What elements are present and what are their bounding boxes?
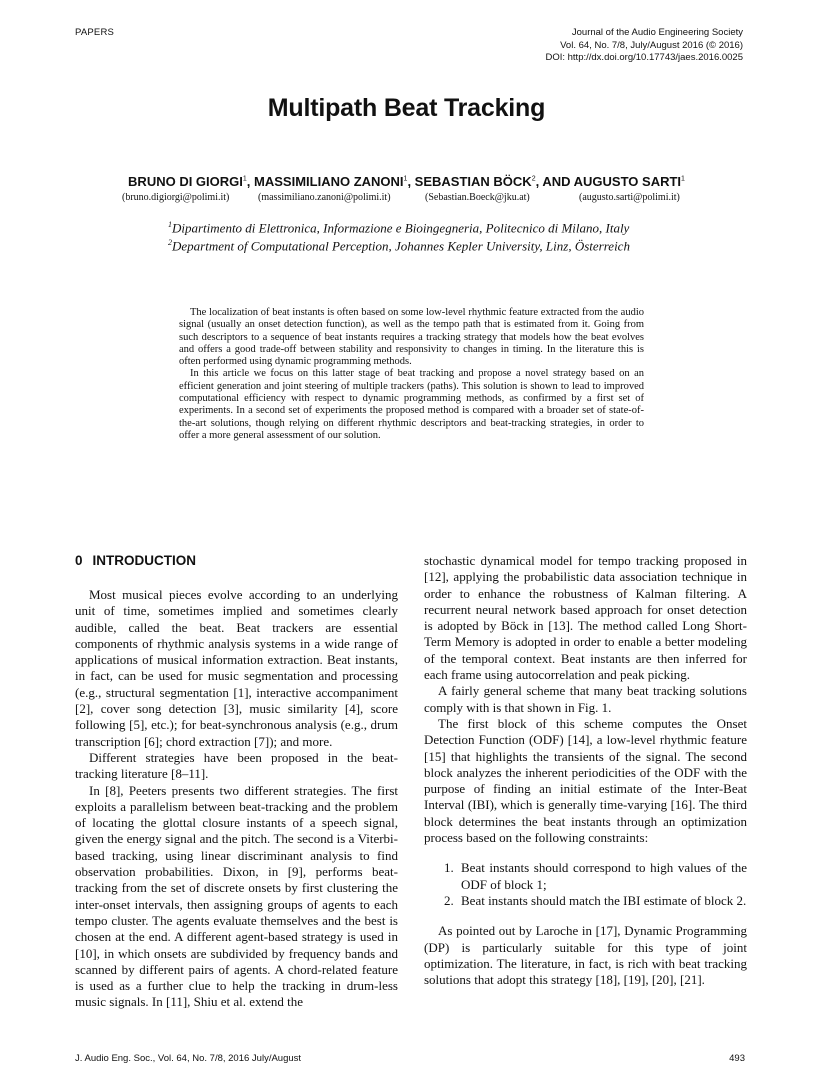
author-affil-mark: 1 [681,175,685,183]
page-number: 493 [729,1053,745,1064]
affiliation-mark: 2 [168,238,172,247]
body-paragraph: As pointed out by Laroche in [17], Dynamic Programming (DP) is particularly suitable for this type of joint optimization. The literature, in fact, is rich with beat tracking solutions that adopt this strategy [18], [19], [20], [21]. [424,923,747,988]
author-email: (augusto.sarti@polimi.it) [579,192,680,203]
author-list [0,174,813,189]
author-email: (Sebastian.Boeck@jku.at) [425,192,530,203]
author-email: (bruno.digiorgi@polimi.it) [122,192,230,203]
journal-doi: DOI: http://dx.doi.org/10.17743/jaes.2016.0025 [545,52,743,63]
body-paragraph: The first block of this scheme computes the Onset Detection Function (ODF) [14], a low-level rhythmic feature [15] that highlights the transients of the signal. The second block analyzes the inherent periodicities of the ODF with the purpose of finding an initial estimate of the Inter-Beat Interval (IBI), which is generally time-varying [16]. The third block determines the beat instants through an optimization process based on the following constraints: [424,715,747,846]
body-paragraph: A fairly general scheme that many beat tracking solutions comply with is that shown in Fig. 1. [424,683,747,715]
author-affil-mark: 1 [403,175,408,183]
constraint-list [424,860,747,909]
body-paragraph: Different strategies have been proposed in the beat-tracking literature [8–11]. [75,749,398,782]
list-number: 1. [444,860,454,876]
author-affil-mark: 2 [531,175,536,183]
body-paragraph: In [8], Peeters presents two different strategies. The first exploits a parallelism between beat-tracking and the problem of locating the glottal closure instants of a speech signal, given the energy signal and the pitch. The second is a Viterbi-based tracking, using linear discriminant analysis to find observation probabilities. Dixon, in [9], performs beat-tracking from the set of discrete onsets by first clustering the inter-onset intervals, then assigning groups of agents to each tempo cluster. The agents evaluate themselves and the best is chosen at the end. A different agent-based strategy is used in [10], in which onsets are subdivided by frequency bands and scanned by different pairs of agents. A chord-related feature is used as a further clue to help the tracking in drum-less music signals. In [11], Shiu et al. extend the [75,782,398,1010]
journal-volume: Vol. 64, No. 7/8, July/August 2016 (© 2016) [560,39,743,51]
author-affil-mark: 1 [242,175,247,183]
abstract [179,307,644,442]
list-text: Beat instants should correspond to high values of the ODF of block 1; [461,860,747,892]
abstract-paragraph: The localization of beat instants is often based on some low-level rhythmic feature extracted from the audio signal (usually an onset detection function), as well as the tempo path that is estimated from it. Going from such descriptors to a sequence of beat instants requires a tracking strategy that models how the beat evolves and offers a good trade-off between stability and responsivity to changes in timing. In the literature this is often performed using dynamic programming methods. [179,307,644,368]
abstract-paragraph: In this article we focus on this latter stage of beat tracking and propose a novel strategy based on an efficient generation and joint steering of multiple trackers (paths). This solution is shown to lead to improved computational efficiency with respect to dynamic programming methods, as confirmed by a first set of experiments. In a second set of experiments the proposed method is compared with a broader set of state-of-the-art solutions, though relying on different rhythmic descriptors and beat-tracking strategies, in order to offer a more general assessment of our solution. [179,368,644,441]
affiliation-text: Dipartimento di Elettronica, Informazione e Bioingegneria, Politecnico di Milano, Italy [172,220,630,236]
footer-citation: J. Audio Eng. Soc., Vol. 64, No. 7/8, 2016 July/August [75,1053,302,1064]
author-separator: , [407,174,415,189]
journal-name: Journal of the Audio Engineering Society [571,27,743,38]
running-header-journal [545,27,743,65]
body-column-right [424,553,747,988]
author-name: BRUNO DI GIORGI [128,174,243,189]
running-header-section: PAPERS [75,27,115,38]
section-title: INTRODUCTION [92,553,197,568]
paper-title: Multipath Beat Tracking [267,94,546,122]
affiliation-1 [168,220,629,236]
author-name: SEBASTIAN BÖCK [414,174,532,189]
author-separator: , [246,174,255,189]
author-name: MASSIMILIANO ZANONI [254,174,404,189]
section-number: 0 [75,553,83,568]
body-paragraph: Most musical pieces evolve according to an underlying unit of time, sometimes implied and sometimes clearly audible, called the beat. Beat trackers are essential components of rhythmic analysis systems in a wide range of applications of musical information extraction. Beat instants, in fact, can be used for music segmentation and processing (e.g., structural segmentation [1], interactive accompaniment [2], cover song detection [3], music similarity [4], score following [5], etc.); for beat-synchronous analysis (e.g., drum transcription [6]; chord extraction [7]); and more. [75,587,398,749]
body-column-left [75,587,398,1011]
author-email: (massimiliano.zanoni@polimi.it) [258,192,391,203]
affiliation-mark: 1 [168,220,172,229]
body-paragraph: stochastic dynamical model for tempo tracking proposed in [12], applying the probabilistic data association technique in order to enhance the robustness of Kalman filtering. A recurrent neural network based approach for onset detection is adopted by Böck in [13]. The method called Long Short-Term Memory is adopted in order to enable a better modeling of the temporal context. Beat instants are then inferred for each frame using autocorrelation and peak picking. [424,553,747,683]
list-text: Beat instants should match the IBI estimate of block 2. [461,892,747,908]
affiliation-text: Department of Computational Perception, Johannes Kepler University, Linz, Österreich [172,238,630,254]
author-separator: , AND [535,174,574,189]
author-name: AUGUSTO SARTI [573,174,682,189]
list-item [424,860,747,893]
list-item [424,893,747,909]
section-heading [75,553,196,568]
list-number: 2. [444,892,454,908]
affiliation-2 [168,238,630,254]
